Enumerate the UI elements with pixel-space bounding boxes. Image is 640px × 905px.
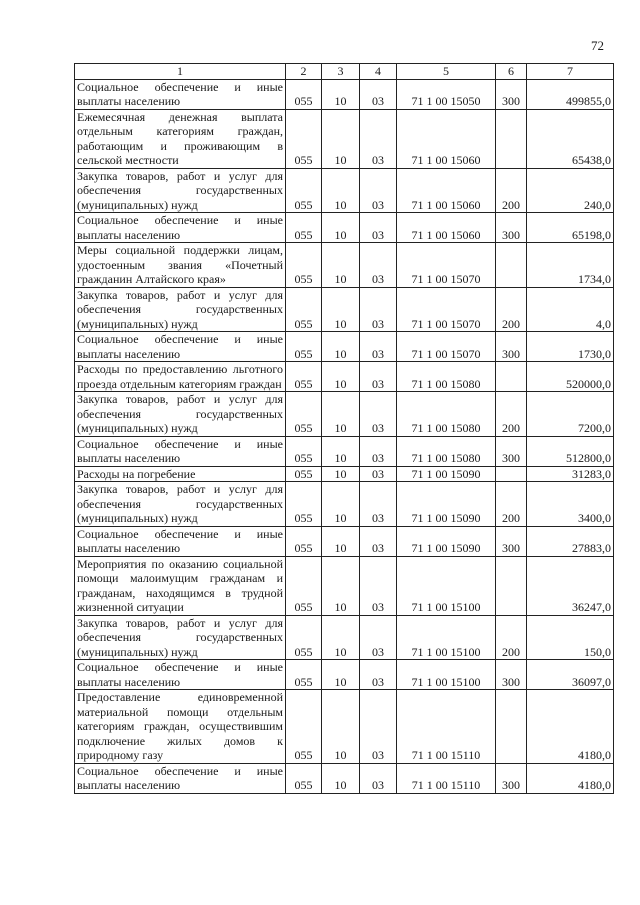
subsection-code-cell: 03 [360, 168, 397, 213]
expense-type-code-cell [496, 556, 527, 615]
row-name-cell: Закупка товаров, работ и услуг для обеспечения государственных (муниципальных) нужд [75, 482, 286, 527]
amount-cell: 240,0 [527, 168, 614, 213]
section-code-cell: 10 [322, 332, 360, 362]
table-row [75, 556, 614, 615]
section-code-cell: 10 [322, 482, 360, 527]
subsection-code-cell: 03 [360, 243, 397, 288]
row-name-cell: Предоставление единовременной материальной помощи отдельным категориям граждан, осуществившим подключение жилых домов к природному газу [75, 690, 286, 764]
expense-type-code-cell: 300 [496, 332, 527, 362]
expense-type-code-cell [496, 690, 527, 764]
amount-cell: 3400,0 [527, 482, 614, 527]
row-name-cell: Расходы по предоставлению льготного проезда отдельным категориям граждан [75, 362, 286, 392]
ministry-code-cell: 055 [286, 690, 322, 764]
subsection-code-cell: 03 [360, 615, 397, 660]
row-name-cell: Социальное обеспечение и иные выплаты населению [75, 526, 286, 556]
target-item-code-cell: 71 1 00 15080 [397, 392, 496, 437]
ministry-code-cell: 055 [286, 660, 322, 690]
expense-type-code-cell: 200 [496, 615, 527, 660]
subsection-code-cell: 03 [360, 213, 397, 243]
table-body [75, 79, 614, 793]
table-row [75, 109, 614, 168]
subsection-code-cell: 03 [360, 109, 397, 168]
ministry-code-cell: 055 [286, 763, 322, 793]
section-code-cell: 10 [322, 466, 360, 482]
ministry-code-cell: 055 [286, 109, 322, 168]
section-code-cell: 10 [322, 392, 360, 437]
row-name-cell: Социальное обеспечение и иные выплаты населению [75, 79, 286, 109]
expense-type-code-cell [496, 243, 527, 288]
amount-cell: 36097,0 [527, 660, 614, 690]
table-row [75, 615, 614, 660]
subsection-code-cell: 03 [360, 690, 397, 764]
section-code-cell: 10 [322, 690, 360, 764]
column-header: 3 [322, 64, 360, 80]
subsection-code-cell: 03 [360, 287, 397, 332]
target-item-code-cell: 71 1 00 15070 [397, 243, 496, 288]
amount-cell: 65438,0 [527, 109, 614, 168]
table-row [75, 526, 614, 556]
ministry-code-cell: 055 [286, 168, 322, 213]
table-row [75, 466, 614, 482]
amount-cell: 4,0 [527, 287, 614, 332]
column-header: 7 [527, 64, 614, 80]
ministry-code-cell: 055 [286, 466, 322, 482]
ministry-code-cell: 055 [286, 436, 322, 466]
amount-cell: 1734,0 [527, 243, 614, 288]
row-name-cell: Социальное обеспечение и иные выплаты населению [75, 332, 286, 362]
subsection-code-cell: 03 [360, 556, 397, 615]
row-name-cell: Социальное обеспечение и иные выплаты населению [75, 213, 286, 243]
table-row [75, 243, 614, 288]
amount-cell: 499855,0 [527, 79, 614, 109]
subsection-code-cell: 03 [360, 763, 397, 793]
amount-cell: 1730,0 [527, 332, 614, 362]
section-code-cell: 10 [322, 168, 360, 213]
subsection-code-cell: 03 [360, 392, 397, 437]
ministry-code-cell: 055 [286, 213, 322, 243]
target-item-code-cell: 71 1 00 15070 [397, 332, 496, 362]
target-item-code-cell: 71 1 00 15080 [397, 436, 496, 466]
row-name-cell: Социальное обеспечение и иные выплаты населению [75, 660, 286, 690]
budget-table [74, 63, 614, 794]
ministry-code-cell: 055 [286, 243, 322, 288]
section-code-cell: 10 [322, 763, 360, 793]
table-row [75, 287, 614, 332]
target-item-code-cell: 71 1 00 15100 [397, 556, 496, 615]
expense-type-code-cell: 300 [496, 660, 527, 690]
table-row [75, 332, 614, 362]
table-row [75, 436, 614, 466]
expense-type-code-cell: 300 [496, 213, 527, 243]
ministry-code-cell: 055 [286, 79, 322, 109]
table-row [75, 168, 614, 213]
row-name-cell: Закупка товаров, работ и услуг для обеспечения государственных (муниципальных) нужд [75, 392, 286, 437]
expense-type-code-cell: 300 [496, 436, 527, 466]
amount-cell: 512800,0 [527, 436, 614, 466]
row-name-cell: Закупка товаров, работ и услуг для обеспечения государственных (муниципальных) нужд [75, 615, 286, 660]
target-item-code-cell: 71 1 00 15060 [397, 109, 496, 168]
column-header: 2 [286, 64, 322, 80]
target-item-code-cell: 71 1 00 15110 [397, 690, 496, 764]
section-code-cell: 10 [322, 615, 360, 660]
expense-type-code-cell [496, 109, 527, 168]
amount-cell: 65198,0 [527, 213, 614, 243]
subsection-code-cell: 03 [360, 332, 397, 362]
amount-cell: 27883,0 [527, 526, 614, 556]
row-name-cell: Социальное обеспечение и иные выплаты населению [75, 436, 286, 466]
table-row [75, 392, 614, 437]
row-name-cell: Закупка товаров, работ и услуг для обеспечения государственных (муниципальных) нужд [75, 287, 286, 332]
expense-type-code-cell: 300 [496, 79, 527, 109]
ministry-code-cell: 055 [286, 362, 322, 392]
section-code-cell: 10 [322, 362, 360, 392]
table-row [75, 482, 614, 527]
amount-cell: 150,0 [527, 615, 614, 660]
amount-cell: 4180,0 [527, 763, 614, 793]
target-item-code-cell: 71 1 00 15100 [397, 660, 496, 690]
section-code-cell: 10 [322, 213, 360, 243]
subsection-code-cell: 03 [360, 436, 397, 466]
section-code-cell: 10 [322, 243, 360, 288]
section-code-cell: 10 [322, 109, 360, 168]
amount-cell: 36247,0 [527, 556, 614, 615]
target-item-code-cell: 71 1 00 15070 [397, 287, 496, 332]
target-item-code-cell: 71 1 00 15060 [397, 168, 496, 213]
expense-type-code-cell [496, 362, 527, 392]
section-code-cell: 10 [322, 436, 360, 466]
subsection-code-cell: 03 [360, 660, 397, 690]
expense-type-code-cell: 200 [496, 392, 527, 437]
section-code-cell: 10 [322, 79, 360, 109]
amount-cell: 7200,0 [527, 392, 614, 437]
ministry-code-cell: 055 [286, 482, 322, 527]
amount-cell: 4180,0 [527, 690, 614, 764]
subsection-code-cell: 03 [360, 79, 397, 109]
subsection-code-cell: 03 [360, 466, 397, 482]
table-row [75, 690, 614, 764]
table-row [75, 763, 614, 793]
target-item-code-cell: 71 1 00 15090 [397, 526, 496, 556]
target-item-code-cell: 71 1 00 15060 [397, 213, 496, 243]
expense-type-code-cell: 200 [496, 287, 527, 332]
column-header: 6 [496, 64, 527, 80]
table-row [75, 79, 614, 109]
section-code-cell: 10 [322, 556, 360, 615]
column-header: 5 [397, 64, 496, 80]
table-row [75, 660, 614, 690]
subsection-code-cell: 03 [360, 482, 397, 527]
page-number: 72 [591, 38, 604, 53]
table-row [75, 362, 614, 392]
row-name-cell: Мероприятия по оказанию социальной помощи малоимущим гражданам и гражданам, находящимся в трудной жизненной ситуации [75, 556, 286, 615]
ministry-code-cell: 055 [286, 615, 322, 660]
amount-cell: 520000,0 [527, 362, 614, 392]
ministry-code-cell: 055 [286, 287, 322, 332]
section-code-cell: 10 [322, 526, 360, 556]
table-row [75, 213, 614, 243]
column-header: 4 [360, 64, 397, 80]
expense-type-code-cell: 300 [496, 526, 527, 556]
target-item-code-cell: 71 1 00 15110 [397, 763, 496, 793]
row-name-cell: Ежемесячная денежная выплата отдельным категориям граждан, работающим и проживающим в сельской местности [75, 109, 286, 168]
ministry-code-cell: 055 [286, 392, 322, 437]
ministry-code-cell: 055 [286, 556, 322, 615]
column-header: 1 [75, 64, 286, 80]
section-code-cell: 10 [322, 660, 360, 690]
subsection-code-cell: 03 [360, 526, 397, 556]
amount-cell: 31283,0 [527, 466, 614, 482]
target-item-code-cell: 71 1 00 15090 [397, 482, 496, 527]
row-name-cell: Расходы на погребение [75, 466, 286, 482]
target-item-code-cell: 71 1 00 15050 [397, 79, 496, 109]
target-item-code-cell: 71 1 00 15100 [397, 615, 496, 660]
expense-type-code-cell: 300 [496, 763, 527, 793]
row-name-cell: Социальное обеспечение и иные выплаты населению [75, 763, 286, 793]
table-header-row [75, 64, 614, 80]
row-name-cell: Меры социальной поддержки лицам, удостоенным звания «Почетный гражданин Алтайского края» [75, 243, 286, 288]
subsection-code-cell: 03 [360, 362, 397, 392]
target-item-code-cell: 71 1 00 15080 [397, 362, 496, 392]
target-item-code-cell: 71 1 00 15090 [397, 466, 496, 482]
ministry-code-cell: 055 [286, 332, 322, 362]
row-name-cell: Закупка товаров, работ и услуг для обеспечения государственных (муниципальных) нужд [75, 168, 286, 213]
ministry-code-cell: 055 [286, 526, 322, 556]
expense-type-code-cell [496, 466, 527, 482]
section-code-cell: 10 [322, 287, 360, 332]
expense-type-code-cell: 200 [496, 482, 527, 527]
expense-type-code-cell: 200 [496, 168, 527, 213]
